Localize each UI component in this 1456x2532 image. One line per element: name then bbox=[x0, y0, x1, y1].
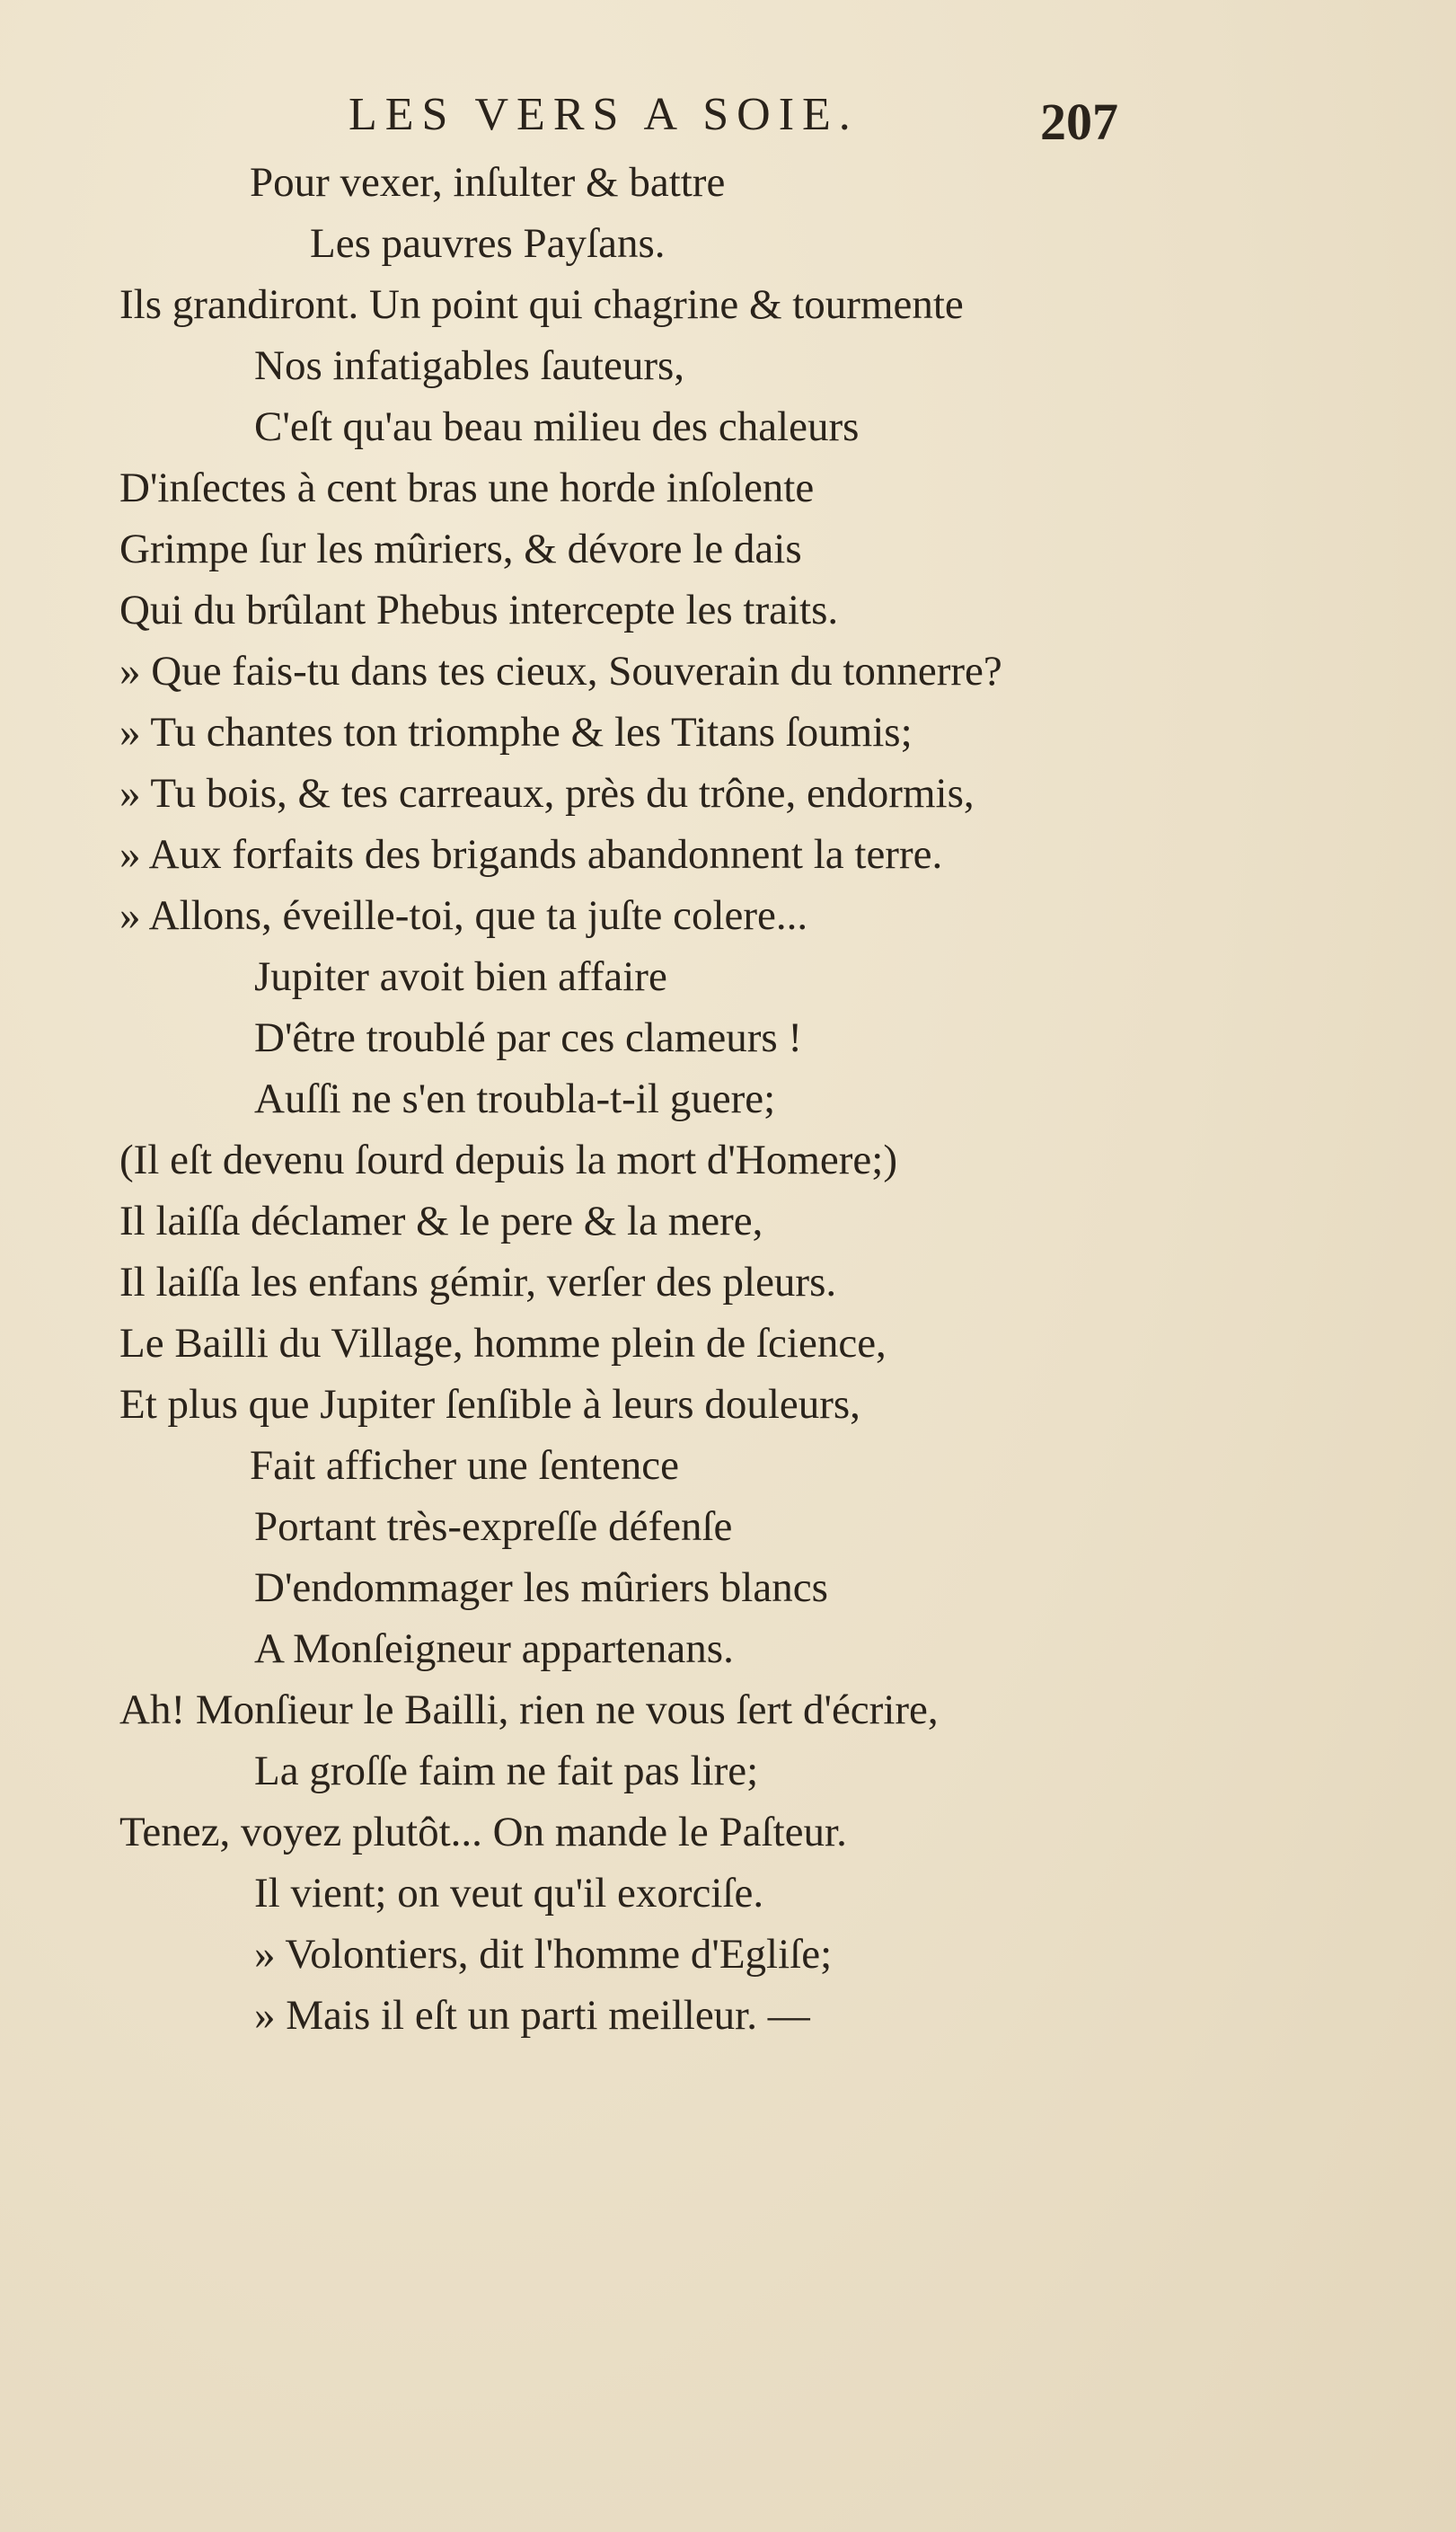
verse-line: » Aux forfaits des brigands abandonnent la terre. bbox=[119, 831, 943, 878]
verse-line: Pour vexer, inſulter & battre bbox=[250, 159, 726, 206]
verse-line: Portant très-expreſſe défenſe bbox=[254, 1503, 733, 1550]
verse-line: D'endommager les mûriers blancs bbox=[254, 1564, 828, 1611]
verse-line: C'eſt qu'au beau milieu des chaleurs bbox=[254, 403, 860, 450]
verse-line: Il laiſſa les enfans gémir, verſer des pleurs. bbox=[119, 1259, 837, 1306]
verse-line: Grimpe ſur les mûriers, & dévore le dais bbox=[119, 526, 802, 572]
verse-line: D'inſectes à cent bras une horde inſolente bbox=[119, 465, 815, 511]
verse-line: » Allons, éveille-toi, que ta juſte colere... bbox=[119, 892, 808, 939]
verse-line: » Volontiers, dit l'homme d'Egliſe; bbox=[254, 1931, 833, 1978]
verse-line: Tenez, voyez plutôt... On mande le Paſteur. bbox=[119, 1809, 847, 1855]
verse-line: » Mais il eſt un parti meilleur. — bbox=[254, 1992, 810, 2039]
verse-line: Il vient; on veut qu'il exorciſe. bbox=[254, 1870, 764, 1917]
verse-line: Il laiſſa déclamer & le pere & la mere, bbox=[119, 1198, 763, 1244]
running-title: LES VERS A SOIE. bbox=[349, 89, 859, 140]
verse-line: Fait afficher une ſentence bbox=[250, 1442, 680, 1489]
verse-line: Nos infatigables ſauteurs, bbox=[254, 342, 685, 389]
verse-line: Ils grandiront. Un point qui chagrine & tourmente bbox=[119, 281, 964, 328]
page-number: 207 bbox=[1040, 93, 1118, 151]
verse-line: Ah! Monſieur le Bailli, rien ne vous ſert d'écrire, bbox=[119, 1687, 939, 1733]
verse-line: Auſſi ne s'en troubla-t-il guere; bbox=[254, 1076, 776, 1122]
verse-line: Qui du brûlant Phebus intercepte les traits. bbox=[119, 587, 839, 633]
verse-line: Et plus que Jupiter ſenſible à leurs douleurs, bbox=[119, 1381, 860, 1428]
verse-line: Le Bailli du Village, homme plein de ſcience, bbox=[119, 1320, 887, 1367]
page-header bbox=[0, 88, 1456, 160]
verse-line: Les pauvres Payſans. bbox=[310, 220, 666, 267]
verse-line: » Que fais-tu dans tes cieux, Souverain du tonnerre? bbox=[119, 648, 1002, 695]
verse-line: A Monſeigneur appartenans. bbox=[254, 1625, 734, 1672]
verse-line: Jupiter avoit bien affaire bbox=[254, 953, 667, 1000]
verse-line: » Tu bois, & tes carreaux, près du trône, endormis, bbox=[119, 770, 975, 817]
verse-line: (Il eſt devenu ſourd depuis la mort d'Homere;) bbox=[119, 1137, 897, 1183]
verse-line: D'être troublé par ces clameurs ! bbox=[254, 1014, 803, 1061]
verse-line: » Tu chantes ton triomphe & les Titans ſoumis; bbox=[119, 709, 913, 756]
verse-line: La groſſe faim ne fait pas lire; bbox=[254, 1748, 759, 1794]
